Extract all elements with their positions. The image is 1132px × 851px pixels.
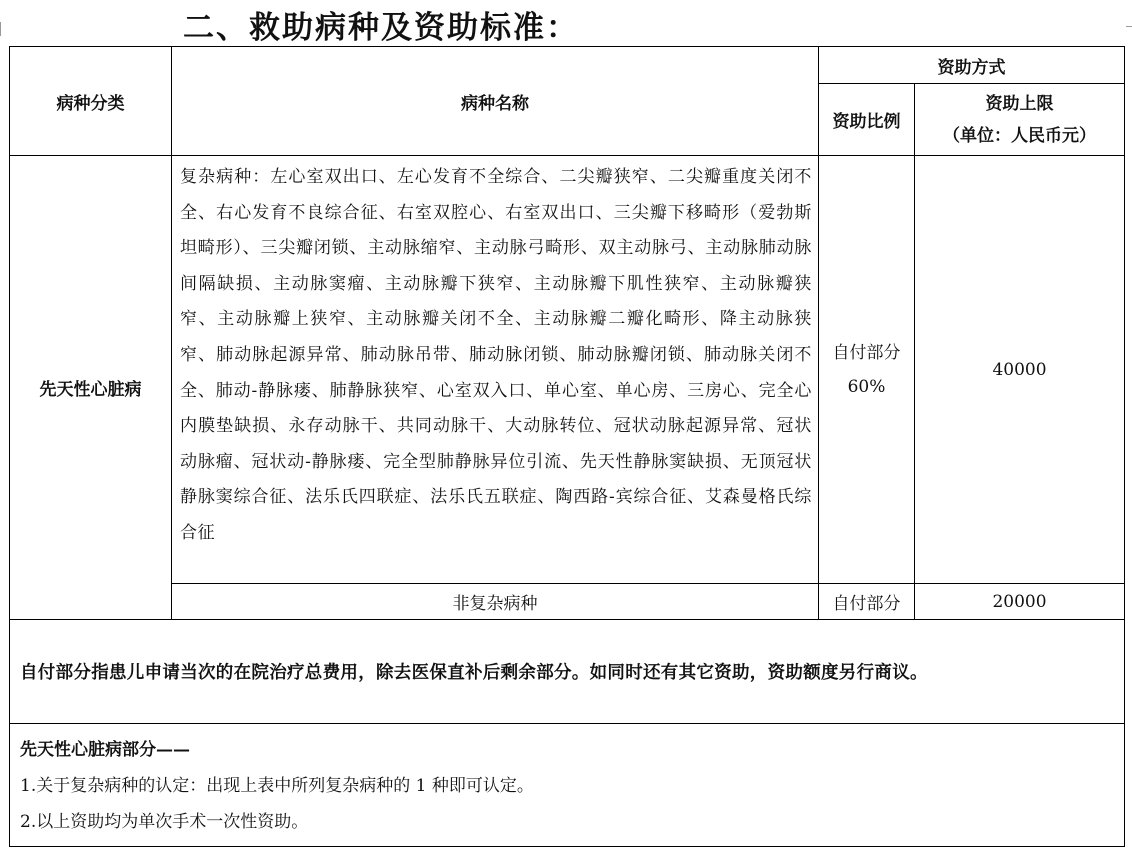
- self-pay-note: 自付部分指患儿申请当次的在院治疗总费用，除去医保直补后剩余部分。如同时还有其它资助，资助额度另行商议。: [20, 663, 928, 683]
- header-aid-ratio: 资助比例: [819, 84, 915, 156]
- header-aid-method: 资助方式: [819, 47, 1125, 84]
- row-aid-ratio-line2: 60%: [847, 376, 886, 397]
- note-row: [10, 620, 1125, 724]
- footer-row: [10, 724, 1125, 847]
- page-edge-mark: [0, 22, 4, 36]
- footer-item: 2.以上资助均为单次手术一次性资助。: [20, 812, 309, 832]
- header-category: 病种分类: [10, 47, 172, 156]
- page-edge-mark: [1126, 26, 1132, 41]
- page-title: 二、救助病种及资助标准：: [183, 10, 579, 46]
- row-aid-ratio: 自付部分: [819, 584, 915, 620]
- row-aid-limit: 20000: [915, 584, 1125, 620]
- row-aid-ratio-line1: 自付部分: [832, 342, 901, 363]
- row-category: 先天性心脏病: [10, 156, 172, 620]
- aid-standards-table: [9, 46, 1125, 847]
- header-disease-name: 病种名称: [172, 47, 819, 156]
- row-aid-ratio: [819, 156, 915, 584]
- complex-disease-list: 复杂病种：左心室双出口、左心发育不全综合、二尖瓣狭窄、二尖瓣重度关闭不全、右心发育不良综合征、右室双腔心、右室双出口、三尖瓣下移畸形（爱勃斯坦畸形）、三尖瓣闭锁、主动脉缩窄、主动脉弓畸形、双主动脉弓、主动脉肺动脉间隔缺损、主动脉窦瘤、主动脉瓣下狭窄、主动脉瓣下肌性狭窄、主动脉瓣狭窄、主动脉瓣上狭窄、主动脉瓣关闭不全、主动脉瓣二瓣化畸形、降主动脉狭窄、肺动脉起源异常、肺动脉吊带、肺动脉闭锁、肺动脉瓣闭锁、肺动脉关闭不全、肺动-静脉瘘、肺静脉狭窄、心室双入口、单心室、单心房、三房心、完全心内膜垫缺损、永存动脉干、共同动脉干、大动脉转位、冠状动脉起源异常、冠状动脉瘤、冠状动-静脉瘘、完全型肺静脉异位引流、先天性静脉窦缺损、无顶冠状静脉窦综合征、法乐氏四联症、法乐氏五联症、陶西路-宾综合征、艾森曼格氏综合征: [172, 156, 819, 584]
- table-header-row: [10, 47, 1125, 84]
- table-row: [10, 156, 1125, 584]
- header-aid-limit: [915, 84, 1125, 156]
- note-cell: [10, 620, 1125, 724]
- row-disease-name: 非复杂病种: [172, 584, 819, 620]
- row-aid-limit: 40000: [915, 156, 1125, 584]
- header-aid-limit-line2: （单位：人民币元）: [943, 125, 1096, 146]
- footer-title: 先天性心脏病部分——: [20, 740, 190, 760]
- footer-cell: [10, 724, 1125, 847]
- footer-item: 1.关于复杂病种的认定：出现上表中所列复杂病种的 1 种即可认定。: [20, 776, 534, 796]
- table-row: [10, 584, 1125, 620]
- header-aid-limit-line1: 资助上限: [985, 93, 1054, 114]
